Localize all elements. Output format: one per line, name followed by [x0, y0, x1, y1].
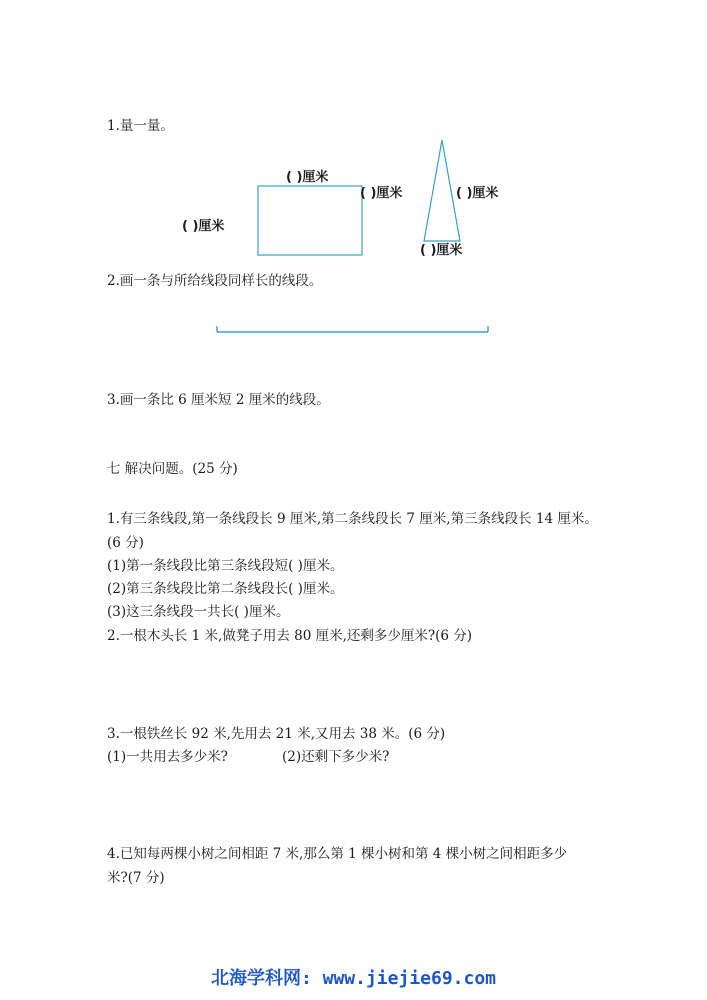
p4-line1: 4.已知每两棵小树之间相距 7 米,那么第 1 棵小树和第 4 棵小树之间相距多少 — [107, 846, 568, 862]
p2-text: 2.一根木头长 1 米,做凳子用去 80 厘米,还剩多少厘米?(6 分) — [107, 628, 473, 644]
given-segment — [217, 326, 488, 332]
p1-sub1: (1)第一条线段比第三条线段短( )厘米。 — [107, 558, 344, 574]
p1-sub2: (2)第三条线段比第二条线段长( )厘米。 — [107, 581, 344, 597]
p3-text: 3.一根铁丝长 92 米,先用去 21 米,又用去 38 米。(6 分) — [107, 726, 446, 742]
p1-line1: 1.有三条线段,第一条线段长 9 厘米,第二条线段长 7 厘米,第三条线段长 14 厘米。 — [107, 511, 598, 527]
section7-heading: 七 解决问题。(25 分) — [107, 461, 238, 477]
p3-sub2: (2)还剩下多少米? — [282, 749, 390, 765]
q1-title: 1.量一量。 — [107, 118, 174, 134]
rectangle-figure — [258, 186, 362, 255]
q2-title: 2.画一条与所给线段同样长的线段。 — [107, 273, 323, 289]
p1-line2: (6 分) — [107, 535, 144, 551]
p3-sub1: (1)一共用去多少米? — [107, 749, 228, 765]
p1-sub3: (3)这三条线段一共长( )厘米。 — [107, 604, 290, 620]
footer-website: 北海学科网: www.jiejie69.com — [210, 968, 497, 989]
rect-top-label: ( )厘米 — [286, 170, 329, 185]
tri-left-label: ( )厘米 — [360, 186, 403, 201]
tri-right-label: ( )厘米 — [456, 186, 499, 201]
rect-left-label: ( )厘米 — [182, 219, 225, 234]
q3-title: 3.画一条比 6 厘米短 2 厘米的线段。 — [107, 392, 330, 408]
p4-line2: 米?(7 分) — [107, 870, 165, 886]
triangle-figure — [424, 140, 460, 241]
tri-bottom-label: ( )厘米 — [420, 243, 463, 258]
